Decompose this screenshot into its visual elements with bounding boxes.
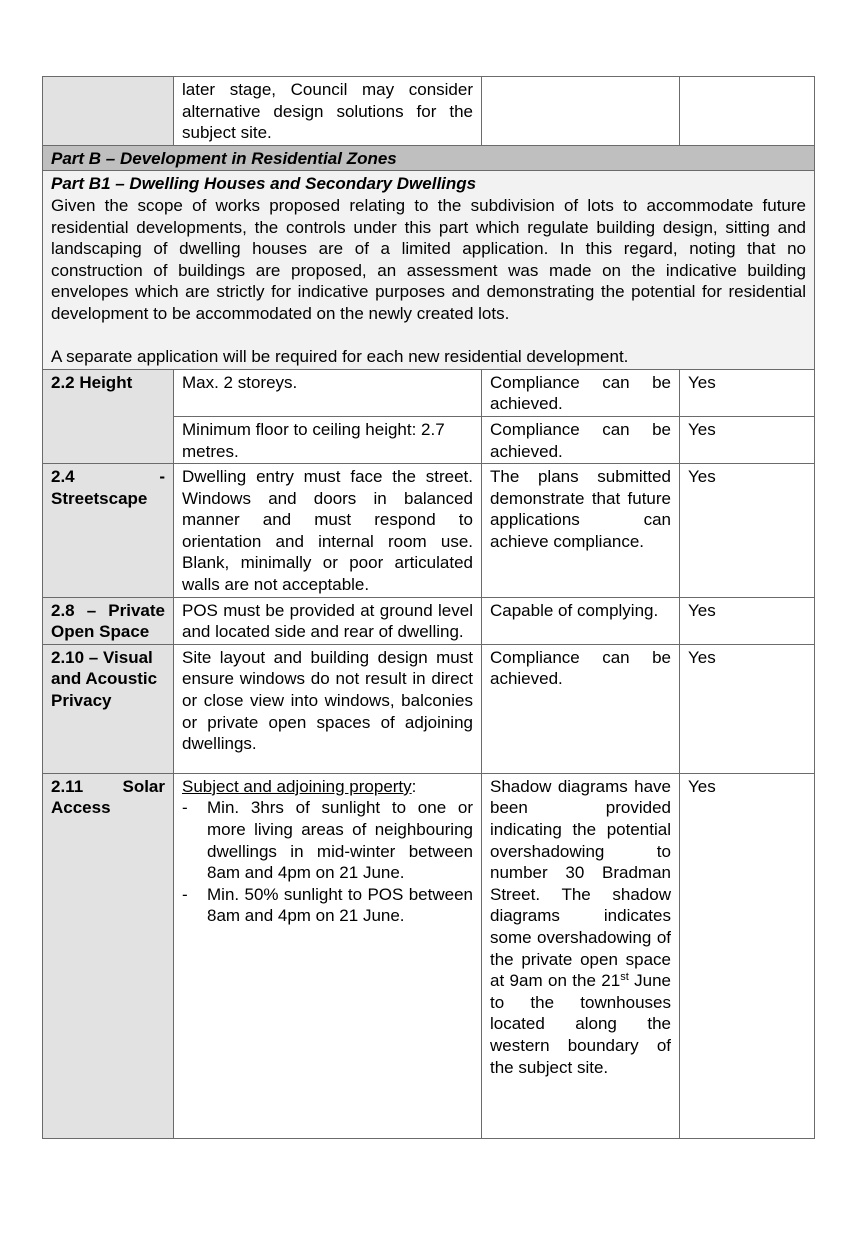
label-cell bbox=[43, 77, 174, 146]
comply-cell: Yes bbox=[680, 597, 815, 644]
comment-cell: Capable of complying. bbox=[482, 597, 680, 644]
row-label: 2.4 - Streetscape bbox=[51, 467, 165, 508]
control-cell: Site layout and building design must ensure windows do not result in direct or close view into windows, balconies or private open spaces of adjoining dwellings. bbox=[174, 644, 482, 773]
control-heading: Subject and adjoining property bbox=[182, 776, 412, 796]
comply-cell: Yes bbox=[680, 464, 815, 598]
label-cell bbox=[43, 644, 174, 773]
comply-cell: Yes bbox=[680, 644, 815, 773]
comment-cell: Compliance can be achieved. bbox=[482, 644, 680, 773]
table-row bbox=[43, 369, 815, 416]
part-b-heading: Part B – Development in Residential Zones bbox=[43, 145, 815, 171]
comment-text-continued: June to the townhouses located along the western boundary of the subject site. bbox=[490, 971, 672, 1077]
table-row bbox=[43, 644, 815, 773]
label-cell bbox=[43, 369, 174, 463]
ordinal-suffix: st bbox=[620, 971, 629, 984]
list-item: - Min. 3hrs of sunlight to one or more living areas of neighbouring dwellings in mid-winter between 8am and 4pm on 21 June. bbox=[182, 797, 473, 883]
control-heading-colon: : bbox=[411, 776, 417, 796]
part-b1-paragraph: Given the scope of works proposed relating to the subdivision of lots to accommodate future residential developments, the controls under this part which regulate building design, sitting and landscaping of dwelling houses are of a limited application. In this regard, noting that no construction of buildings are proposed, an assessment was made on the indicative building envelopes which are strictly for indicative purposes and demonstrating the potential for residential development to be accommodated on the newly created lots. bbox=[51, 195, 806, 323]
part-b1-cell bbox=[43, 171, 815, 369]
comply-cell: Yes bbox=[680, 773, 815, 1138]
section-intro-row bbox=[43, 171, 815, 369]
comment-cell: Compliance can be achieved. bbox=[482, 369, 680, 416]
comment-cell: Compliance can be achieved. bbox=[482, 416, 680, 463]
assessment-table bbox=[42, 76, 815, 1139]
comment-cell bbox=[482, 773, 680, 1138]
list-item: - Min. 50% sunlight to POS between 8am and 4pm on 21 June. bbox=[182, 884, 473, 927]
comply-cell: Yes bbox=[680, 416, 815, 463]
row-label: 2.2 Height bbox=[51, 372, 133, 392]
label-cell bbox=[43, 464, 174, 598]
label-cell bbox=[43, 597, 174, 644]
part-b1-heading: Part B1 – Dwelling Houses and Secondary Dwellings bbox=[51, 174, 477, 194]
table-row bbox=[43, 464, 815, 598]
table-row bbox=[43, 597, 815, 644]
comply-cell: Yes bbox=[680, 369, 815, 416]
comply-cell bbox=[680, 77, 815, 146]
comment-text: Shadow diagrams have been provided indicating the potential overshadowing to number 30 Bradman Street. The shadow diagrams indicates some overshadowing of the private open space at 9am on the 21 bbox=[490, 776, 671, 991]
table-row bbox=[43, 77, 815, 146]
control-list bbox=[182, 797, 473, 927]
comment-cell: The plans submitted demonstrate that future applications can achieve compliance. bbox=[482, 464, 680, 598]
control-cell: Dwelling entry must face the street. Windows and doors in balanced manner and must respond to orientation and internal room use. Blank, minimally or poor articulated walls are not acceptable. bbox=[174, 464, 482, 598]
control-cell: later stage, Council may consider alternative design solutions for the subject site. bbox=[174, 77, 482, 146]
control-cell bbox=[174, 773, 482, 1138]
row-label: 2.8 – Private Open Space bbox=[51, 600, 165, 642]
row-label: 2.11 Solar Access bbox=[51, 776, 165, 818]
control-cell: POS must be provided at ground level and located side and rear of dwelling. bbox=[174, 597, 482, 644]
section-heading-row bbox=[43, 145, 815, 171]
label-cell bbox=[43, 773, 174, 1138]
part-b1-note: A separate application will be required for each new residential development. bbox=[51, 347, 629, 367]
row-label: 2.10 – Visual and Acoustic Privacy bbox=[51, 647, 158, 711]
control-cell: Minimum floor to ceiling height: 2.7 metres. bbox=[174, 416, 482, 463]
control-cell: Max. 2 storeys. bbox=[174, 369, 482, 416]
table-row bbox=[43, 773, 815, 1138]
comment-cell bbox=[482, 77, 680, 146]
